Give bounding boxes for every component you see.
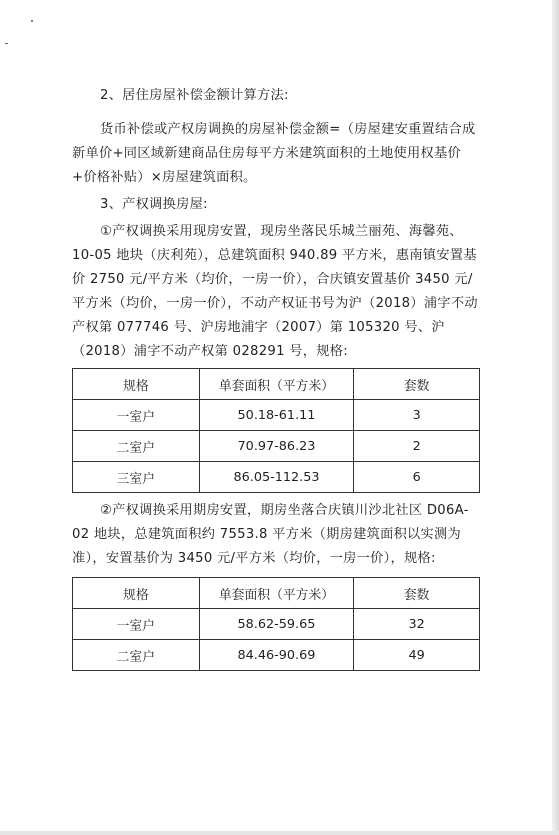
table-row: [73, 640, 480, 671]
header-area: 单套面积（平方米）: [199, 369, 354, 400]
cell-spec: 二室户: [73, 640, 200, 671]
section-heading-2: 2、居住房屋补偿金额计算方法:: [100, 88, 289, 103]
cell-area: 84.46-90.69: [199, 640, 354, 671]
cell-count: 32: [354, 609, 480, 640]
cell-count: 3: [354, 400, 480, 431]
cell-count: 6: [354, 462, 480, 493]
cell-count: 49: [354, 640, 480, 671]
cell-area: 70.97-86.23: [199, 431, 354, 462]
table-row: [73, 609, 480, 640]
header-count: 套数: [354, 578, 480, 609]
scan-speck: [5, 43, 8, 44]
cell-area: 86.05-112.53: [199, 462, 354, 493]
page-edge: [0, 831, 559, 835]
document-body: [72, 84, 480, 671]
table-row: [73, 400, 480, 431]
table-row: [73, 462, 480, 493]
table-header-row: [73, 369, 480, 400]
existing-housing-paragraph: ①产权调换采用现房安置，现房坐落民乐城兰丽苑、海馨苑、10-05 地块（庆利苑），总建筑面积 940.89 平方米，惠南镇安置基价 2750 元/平方米（均价，一房一价），合庆镇安置基价 3450 元/平方米（均价，一房一价），不动产权证书号为沪（2018）浦字不动产权第 077746 号、沪房地浦字（2007）第 105320 号、沪（2018）浦字不动产权第 028291 号，规格:: [72, 224, 478, 359]
future-housing-paragraph: ②产权调换采用期房安置，期房坐落合庆镇川沙北社区 D06A-02 地块，总建筑面积约 7553.8 平方米（期房建筑面积以实测为准），安置基价为 3450 元/平方米（均价，一房一价），规格:: [72, 503, 469, 566]
table-row: [73, 431, 480, 462]
existing-housing-table: [72, 368, 480, 493]
cell-spec: 二室户: [73, 431, 200, 462]
cell-area: 58.62-59.65: [199, 609, 354, 640]
cell-spec: 三室户: [73, 462, 200, 493]
header-area: 单套面积（平方米）: [199, 578, 354, 609]
header-spec: 规格: [73, 578, 200, 609]
cell-spec: 一室户: [73, 400, 200, 431]
header-count: 套数: [354, 369, 480, 400]
formula-paragraph: 货币补偿或产权房调换的房屋补偿金额=（房屋建安重置结合成新单价+同区域新建商品住房每平方米建筑面积的土地使用权基价+价格补贴）×房屋建筑面积。: [72, 122, 476, 185]
scan-speck: [31, 20, 33, 22]
cell-area: 50.18-61.11: [199, 400, 354, 431]
future-housing-table: [72, 577, 480, 671]
section-heading-3: 3、产权调换房屋:: [100, 197, 208, 212]
cell-spec: 一室户: [73, 609, 200, 640]
page-edge: [552, 0, 559, 835]
table-header-row: [73, 578, 480, 609]
cell-count: 2: [354, 431, 480, 462]
header-spec: 规格: [73, 369, 200, 400]
